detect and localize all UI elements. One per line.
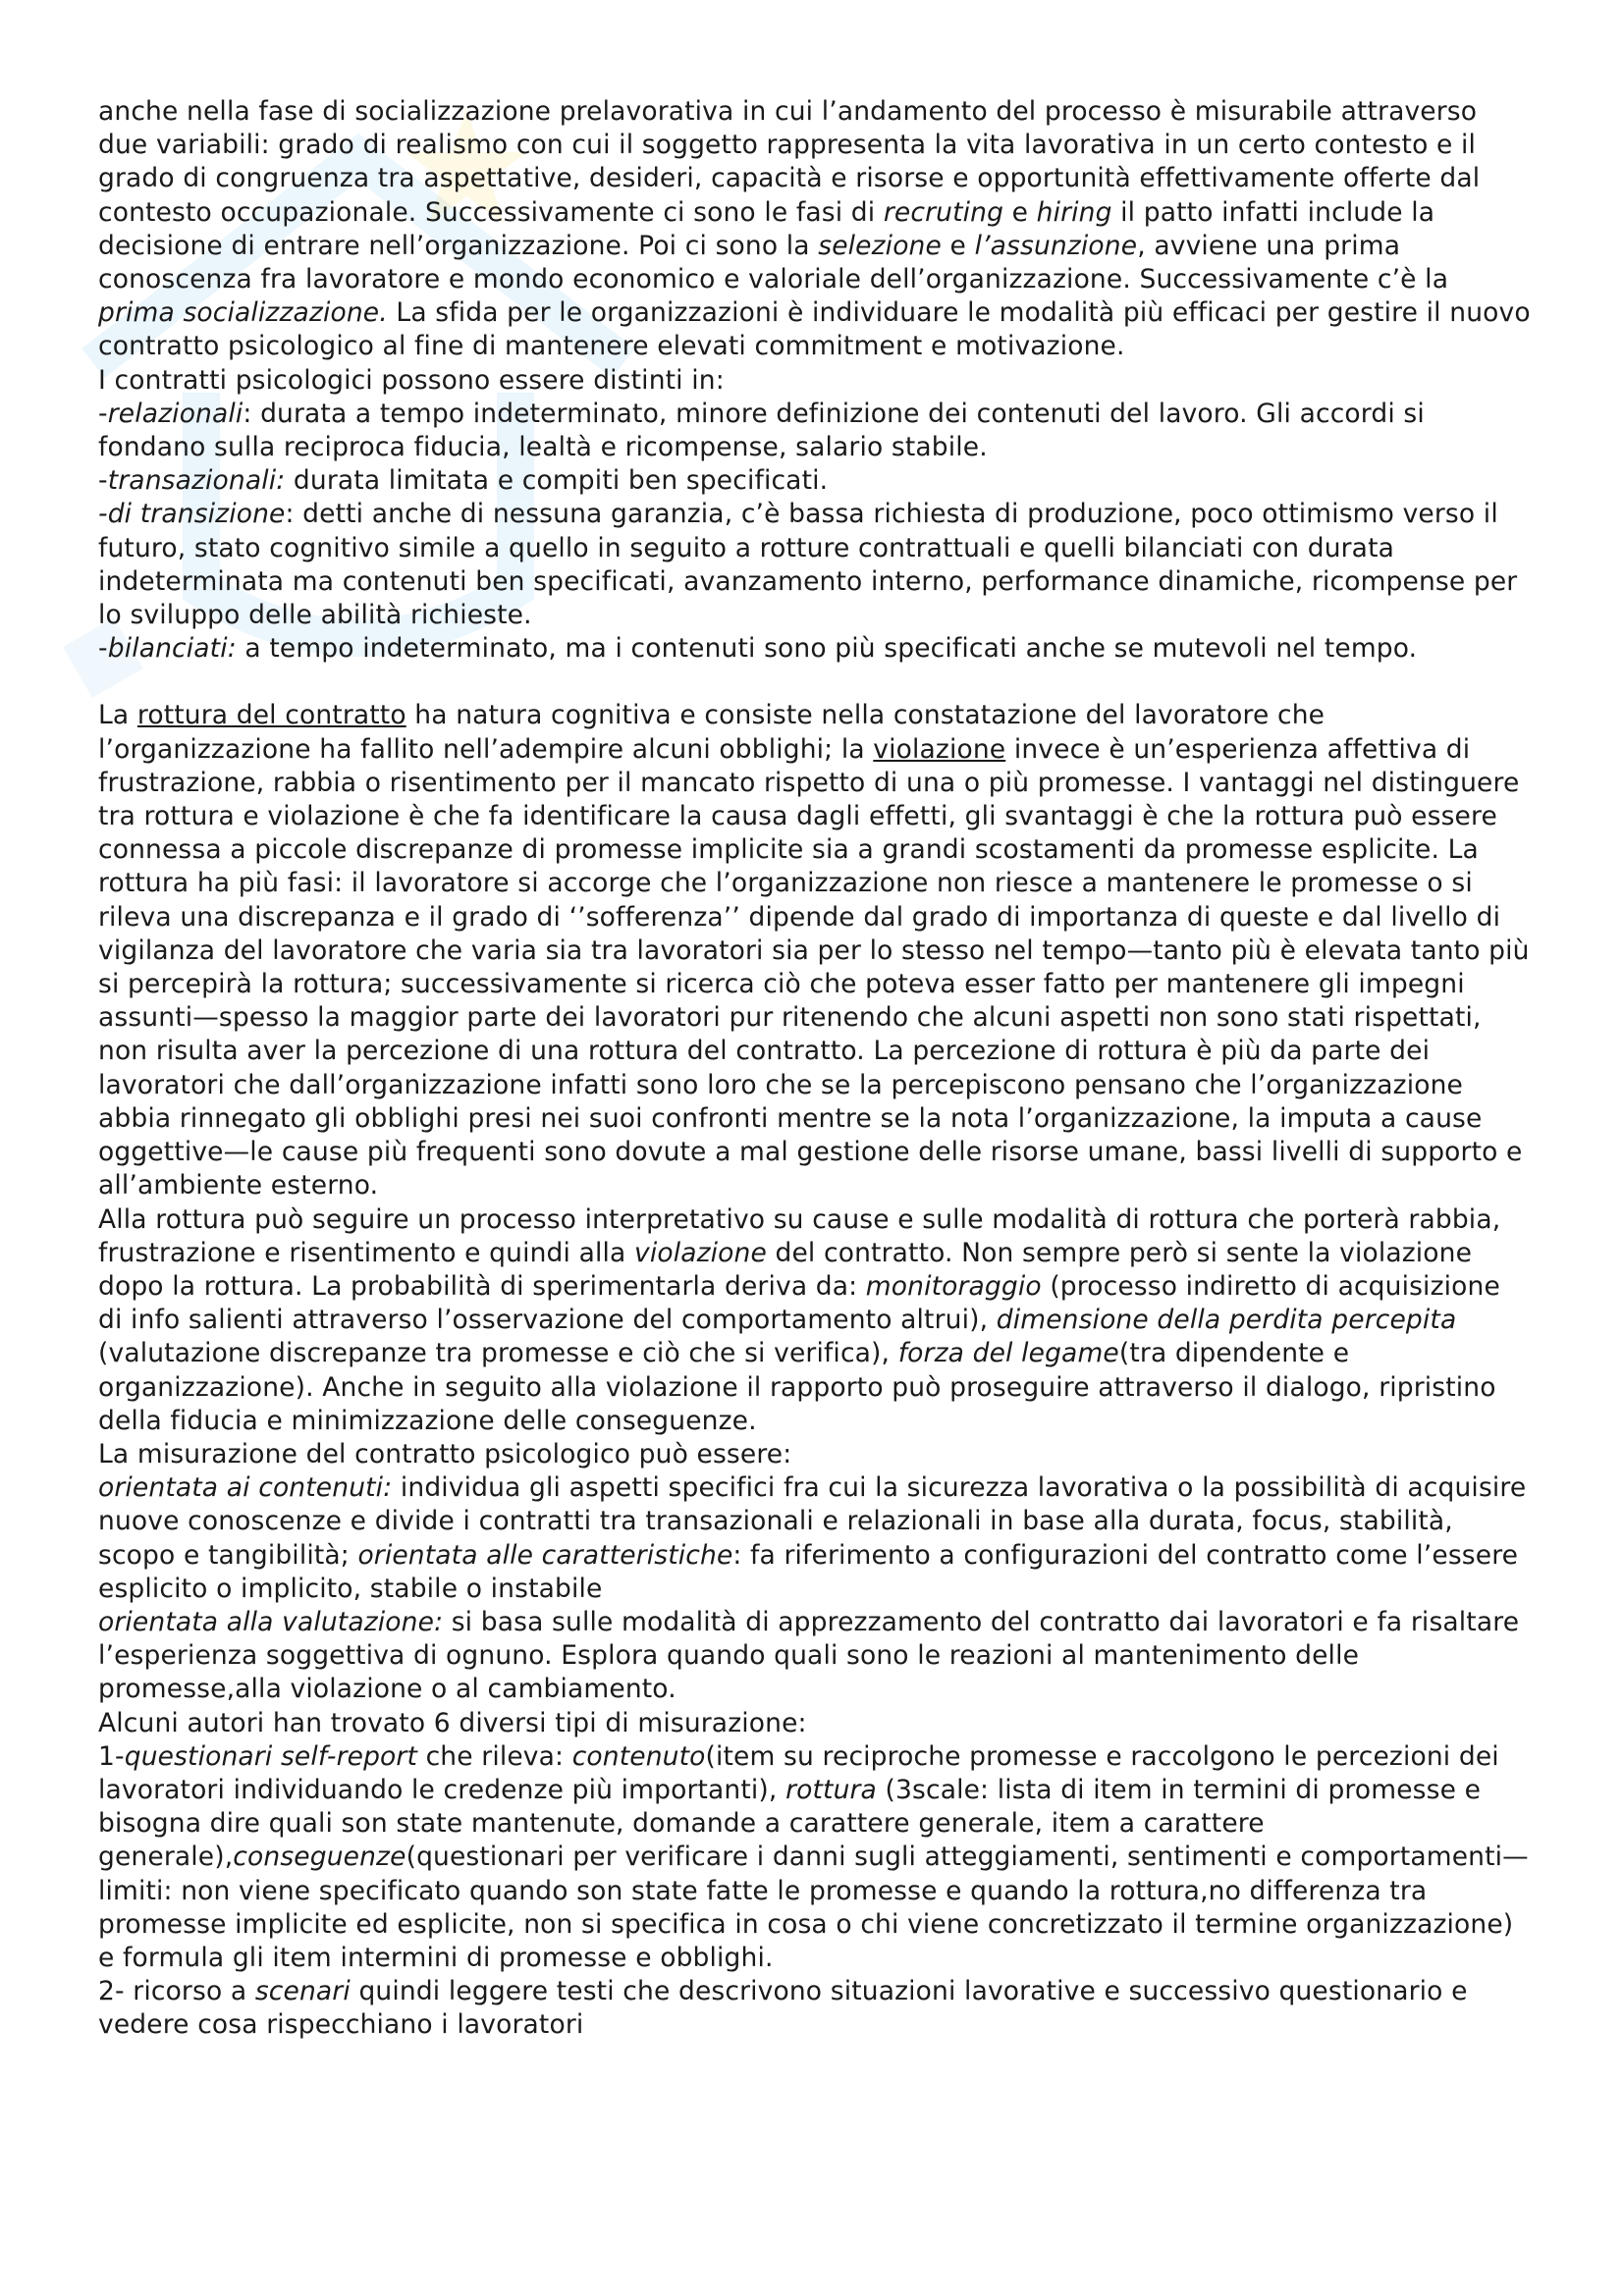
text-run: (processo indiretto di acquisizione di info salienti attraverso l’osservazione del comportamento altrui), — [98, 1270, 1500, 1336]
text-run: 1- — [98, 1740, 125, 1772]
italic-term: violazione — [633, 1237, 767, 1268]
text-run: Alla rottura può seguire un processo interpretativo su cause e sulle modalità di rottura che porterà rabbia, frustrazione e risentimento e quindi alla — [98, 1203, 1501, 1268]
italic-term: transazionali: — [107, 465, 286, 497]
italic-term: selezione — [818, 230, 942, 261]
text-run: ha natura cognitiva e consiste nella constatazione del lavoratore che l’organizzazione ha fallito nell’adempire alcuni obblighi; la — [98, 700, 1325, 765]
text-run: anche nella fase di socializzazione prelavorativa in cui l’andamento del processo è misurabile attraverso due variabili: grado di realismo con cui il soggetto rappresenta la vita lavorativa in un certo contesto e il grado di congruenza tra aspettative, desideri, capacità e risorse e opportunità effettivamente offerte dal contesto occupazionale. Successivamente ci sono le fasi di — [98, 96, 1481, 228]
italic-term: bilanciati: — [107, 633, 237, 665]
paragraph-p12 — [98, 1707, 1532, 1740]
text-run: - — [98, 633, 108, 665]
paragraph-p11 — [98, 1606, 1532, 1707]
text-run: (item su reciproche promesse e raccolgono le percezioni dei lavoratori individuando le credenze più importanti), — [98, 1740, 1499, 1805]
text-run: (questionari per verificare i danni sugli atteggiamenti, sentimenti e comportamenti—limiti: non viene specificato quando son state fatte le promesse e quando la rottura,no differenza tra promesse implicite ed esplicite, non si specifica in cosa o chi viene concretizzato il termine organizzazione) e formula gli item intermini di promesse e obblighi. — [98, 1842, 1529, 1973]
text-run: - — [98, 398, 108, 429]
italic-term: -di transizione — [98, 499, 286, 530]
text-run: individua gli aspetti specifici fra cui la sicurezza lavorativa o la possibilità di acquisire nuove conoscenze e divide i contratti tra transazionali e relazionali in base alla durata, focus, stabilità, scopo e tangibilità; — [98, 1472, 1527, 1571]
text-run: e — [941, 230, 975, 261]
italic-term: hiring — [1036, 196, 1112, 228]
text-run: La misurazione del contratto psicologico può essere: — [98, 1438, 792, 1469]
text-run: - — [98, 465, 108, 497]
text-run: : detti anche di nessuna garanzia, c’è bassa richiesta di produzione, poco ottimismo verso il futuro, stato cognitivo simile a quello in seguito a rotture contrattuali e quelli bilanciati con durata indeterminata ma contenuti ben specificati, avanzamento interno, performance dinamiche, ricompense per lo sviluppo delle abilità richieste. — [98, 499, 1518, 631]
paragraph-p2 — [98, 364, 1532, 398]
italic-term: recruting — [883, 196, 1004, 228]
underlined-term: violazione — [873, 733, 1006, 765]
paragraph-p1 — [98, 95, 1532, 364]
text-run: si basa sulle modalità di apprezzamento del contratto dai lavoratori e fa risaltare l’esperienza soggettiva di ognuno. Esplora quando quali sono le reazioni al mantenimento delle promesse,alla violazione o al cambiamento. — [98, 1606, 1520, 1705]
text-run: invece è un’esperienza affettiva di frustrazione, rabbia o risentimento per il mancato rispetto di una o più promesse. I vantaggi nel distinguere tra rottura e violazione è che fa identificare la causa dagli effetti, gli svantaggi è che la rottura può essere connessa a piccole discrepanze di promesse implicite sia a grandi scostamenti da promesse esplicite. La rottura ha più fasi: il lavoratore si accorge che l’organizzazione non riesce a mantenere le promesse o si rileva una discrepanza e il grado di ‘’sofferenza’’ dipende dal grado di importanza di queste e dal livello di vigilanza del lavoratore che varia sia tra lavoratori sia per lo stesso nel tempo—tanto più è elevata tanto più si percepirà la rottura; successivamente si ricerca ciò che poteva esser fatto per mantenere gli impegni assunti—spesso la maggior parte dei lavoratori pur ritenendo che alcuni aspetti non sono stati rispettati, non risulta aver la percezione di una rottura del contratto. La percezione di rottura è più da parte dei lavoratori che dall’organizzazione infatti sono loro che se la percepiscono pensano che l’organizzazione abbia rinnegato gli obblighi presi nei suoi confronti mentre se la nota l’organizzazione, la imputa a cause oggettive—le cause più frequenti sono dovute a mal gestione delle risorse umane, bassi livelli di supporto e all’ambiente esterno. — [98, 733, 1530, 1201]
document-body — [98, 95, 1532, 2043]
italic-term: relazionali — [107, 398, 243, 429]
text-run: La — [98, 700, 137, 731]
paragraph-p4 — [98, 464, 1532, 498]
paragraph-p7 — [98, 699, 1532, 1202]
text-run: I contratti psicologici possono essere distinti in: — [98, 364, 725, 396]
text-run: : durata a tempo indeterminato, minore definizione dei contenuti del lavoro. Gli accordi si fondano sulla reciproca fiducia, lealtà e ricompense, salario stabile. — [98, 398, 1425, 463]
paragraph-p6 — [98, 632, 1532, 666]
text-run: che rileva: — [417, 1740, 572, 1772]
paragraph-p10 — [98, 1471, 1532, 1606]
underlined-term: rottura del contratto — [136, 700, 406, 731]
paragraph-p9 — [98, 1438, 1532, 1471]
italic-term: contenuto — [571, 1740, 706, 1772]
italic-term: questionari self-report — [124, 1740, 418, 1772]
paragraph-p3 — [98, 398, 1532, 464]
italic-term: monitoraggio — [865, 1270, 1042, 1302]
italic-term: scenari — [254, 1976, 351, 2007]
text-run: (tra dipendente e organizzazione). Anche in seguito alla violazione il rapporto può proseguire attraverso il dialogo, ripristino della fiducia e minimizzazione delle conseguenze. — [98, 1338, 1496, 1436]
text-run: durata limitata e compiti ben specificati. — [285, 465, 829, 497]
text-run: e — [1003, 196, 1037, 228]
italic-term: l’assunzione — [974, 230, 1138, 261]
text-run: , avviene una prima conoscenza fra lavoratore e mondo economico e valoriale dell’organizzazione. Successivamente c’è la — [98, 230, 1449, 295]
paragraph-p13 — [98, 1740, 1532, 1975]
italic-term: orientata alle caratteristiche — [357, 1539, 733, 1571]
text-run: del contratto. Non sempre però si sente la violazione dopo la rottura. La probabilità di sperimentarla deriva da: — [98, 1237, 1473, 1302]
italic-term: forza del legame — [897, 1338, 1119, 1369]
paragraph-p14 — [98, 1975, 1532, 2042]
paragraph-p8 — [98, 1203, 1532, 1438]
text-run: Alcuni autori han trovato 6 diversi tipi di misurazione: — [98, 1707, 807, 1738]
italic-term: orientata ai contenuti: — [98, 1472, 393, 1504]
italic-term: dimensione della perdita percepita — [996, 1305, 1457, 1336]
text-run: quindi leggere testi che descrivono situazioni lavorative e successivo questionario e vedere cosa rispecchiano i lavoratori — [98, 1976, 1468, 2041]
italic-term: conseguenze — [233, 1842, 406, 1873]
text-run: (3scale: lista di item in termini di promesse e bisogna dire quali son state mantenute, domande a carattere generale, item a carattere generale), — [98, 1774, 1482, 1873]
text-run: a tempo indeterminato, ma i contenuti sono più specificati anche se mutevoli nel tempo. — [236, 633, 1418, 665]
text-run: 2- ricorso a — [98, 1976, 255, 2007]
italic-term: orientata alla valutazione: — [98, 1606, 444, 1637]
italic-term: prima socializzazione. — [98, 297, 388, 329]
paragraph-spacer — [98, 666, 1532, 699]
paragraph-p5 — [98, 498, 1532, 632]
text-run: il patto infatti include la decisione di entrare nell’organizzazione. Poi ci sono la — [98, 196, 1435, 261]
italic-term: rottura — [785, 1774, 877, 1805]
text-run: (valutazione discrepanze tra promesse e ciò che si verifica), — [98, 1338, 898, 1369]
text-run: : fa riferimento a configurazioni del contratto come l’essere esplicito o implicito, stabile o instabile — [98, 1539, 1519, 1604]
text-run: La sfida per le organizzazioni è individuare le modalità più efficaci per gestire il nuovo contratto psicologico al fine di mantenere elevati commitment e motivazione. — [98, 297, 1531, 362]
